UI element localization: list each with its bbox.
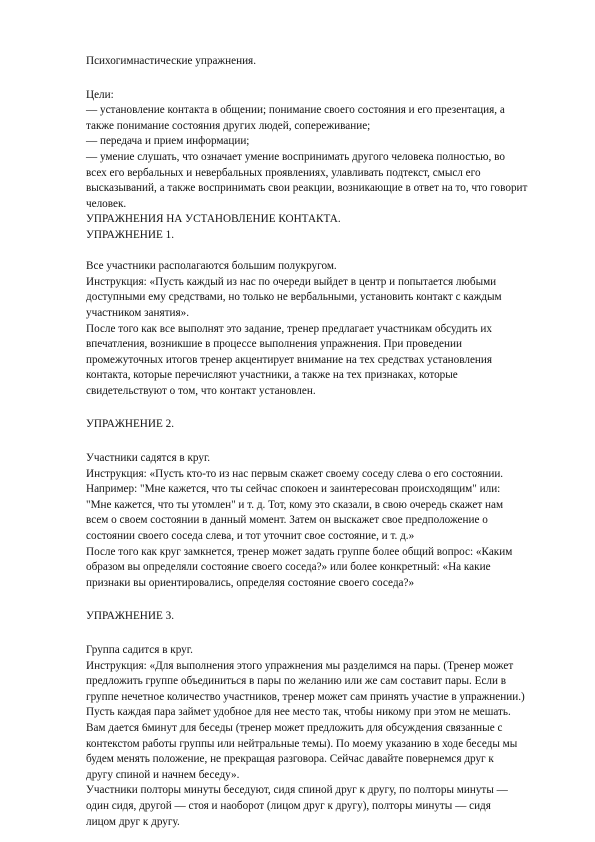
paragraph-line: предложить группе объединиться в пары по желанию или же сам составит пары. Если в	[86, 675, 507, 688]
paragraph-line: один сидя, другой — стоя и наоборот (лицом друг к другу), полторы минуты — сидя	[86, 799, 491, 812]
paragraph-line: После того как все выполнят это задание, тренер предлагает участникам обсудить их	[86, 322, 492, 335]
document-title: Психогимнастические упражнения.	[86, 55, 257, 67]
paragraph-line: доступными ему средствами, но только не вербальными, установить контакт с каждым	[86, 291, 502, 304]
exercise-3-heading: УПРАЖНЕНИЕ 3.	[86, 610, 174, 623]
paragraph-line: промежуточных итогов тренер акцентирует внимание на тех средствах установления	[86, 353, 493, 366]
goals-list	[86, 103, 556, 212]
paragraph-line: будем менять положение, не прекращая разговора. Сейчас давайте повернемся друг к	[86, 753, 494, 766]
exercise-1-heading: УПРАЖНЕНИЕ 1.	[86, 228, 174, 241]
paragraph-line: После того как круг замкнется, тренер может задать группе более общий вопрос: «Каким	[86, 545, 513, 558]
goals-line: человек.	[86, 197, 127, 210]
goals-line: — передача и прием информации;	[86, 135, 250, 148]
paragraph-line: Вам дается 6минут для беседы (тренер может предложить для обсуждения связанные с	[86, 721, 503, 734]
paragraph-line: Инструкция: «Пусть каждый из нас по очереди выйдет в центр и попытается любыми	[86, 275, 497, 288]
paragraph-line: Например: "Мне кажется, что ты сейчас спокоен и заинтересован происходящим" или:	[86, 483, 501, 496]
goals-line: всех его вербальных и невербальных проявлениях, улавливать подтекст, смысл его	[86, 166, 481, 179]
paragraph-line: состоянии своего соседа слева, и тот уточнит свое состояние, и т. д.»	[86, 530, 415, 543]
paragraph-line: всем о своем состоянии в данный момент. Затем он выскажет свое предположение о	[86, 514, 488, 527]
paragraph-line: лицом друг к другу.	[86, 815, 180, 828]
goals-line: высказываний, а также воспринимать свои реакции, возникающие в ответ на то, что говорит	[86, 182, 528, 195]
paragraph-line: другу спиной и начнем беседу».	[86, 768, 240, 781]
paragraph-line: впечатления, возникшие в процессе выполнения упражнения. При проведении	[86, 338, 462, 351]
section-heading: УПРАЖНЕНИЯ НА УСТАНОВЛЕНИЕ КОНТАКТА.	[86, 213, 341, 226]
paragraph-line: свидетельствуют о том, что контакт установлен.	[86, 384, 316, 397]
goals-line: — умение слушать, что означает умение воспринимать другого человека полностью, во	[86, 150, 505, 163]
exercise-1-text	[86, 259, 556, 399]
paragraph-line: "Мне кажется, что ты утомлен" и т. д. Тот, кому это сказали, в свою очередь скажет нам	[86, 498, 504, 511]
paragraph-line: Участники садятся в круг.	[86, 452, 211, 465]
exercise-2-heading: УПРАЖНЕНИЕ 2.	[86, 418, 174, 431]
goals-line: также понимание состояния других людей, сопереживание;	[86, 119, 371, 132]
goals-line: — установление контакта в общении; понимание своего состояния и его презентация, а	[86, 104, 505, 117]
paragraph-line: Инструкция: «Пусть кто-то из нас первым скажет своему соседу слева о его состоянии.	[86, 467, 504, 480]
paragraph-line: Участники полторы минуты беседуют, сидя спиной друг к другу, по полторы минуты —	[86, 784, 508, 797]
paragraph-line: контекстом работы группы или нейтральные темы). По моему указанию в ходе беседы мы	[86, 737, 518, 750]
paragraph-line: признаки вы ориентировались, определяя состояние своего соседа?»	[86, 576, 415, 589]
exercise-3-text	[86, 643, 556, 830]
paragraph-line: участником занятия».	[86, 306, 190, 319]
exercise-2-text	[86, 451, 556, 591]
paragraph-line: Инструкция: «Для выполнения этого упражнения мы разделимся на пары. (Тренер может	[86, 659, 514, 672]
goals-heading: Цели:	[86, 88, 114, 101]
paragraph-line: образом вы определяли состояние своего соседа?» или более конкретный: «На какие	[86, 561, 491, 574]
document-body	[86, 54, 556, 830]
paragraph-line: группе нечетное количество участников, тренер может сам принять участие в упражнении.)	[86, 690, 525, 703]
paragraph-line: Группа садится в круг.	[86, 644, 193, 656]
paragraph-line: контакта, которые перечисляют участники, а также на тех признаках, которые	[86, 369, 458, 382]
paragraph-line: Все участники располагаются большим полукругом.	[86, 260, 337, 273]
paragraph-line: Пусть каждая пара займет удобное для нее место так, чтобы никому при этом не мешать.	[86, 706, 511, 719]
